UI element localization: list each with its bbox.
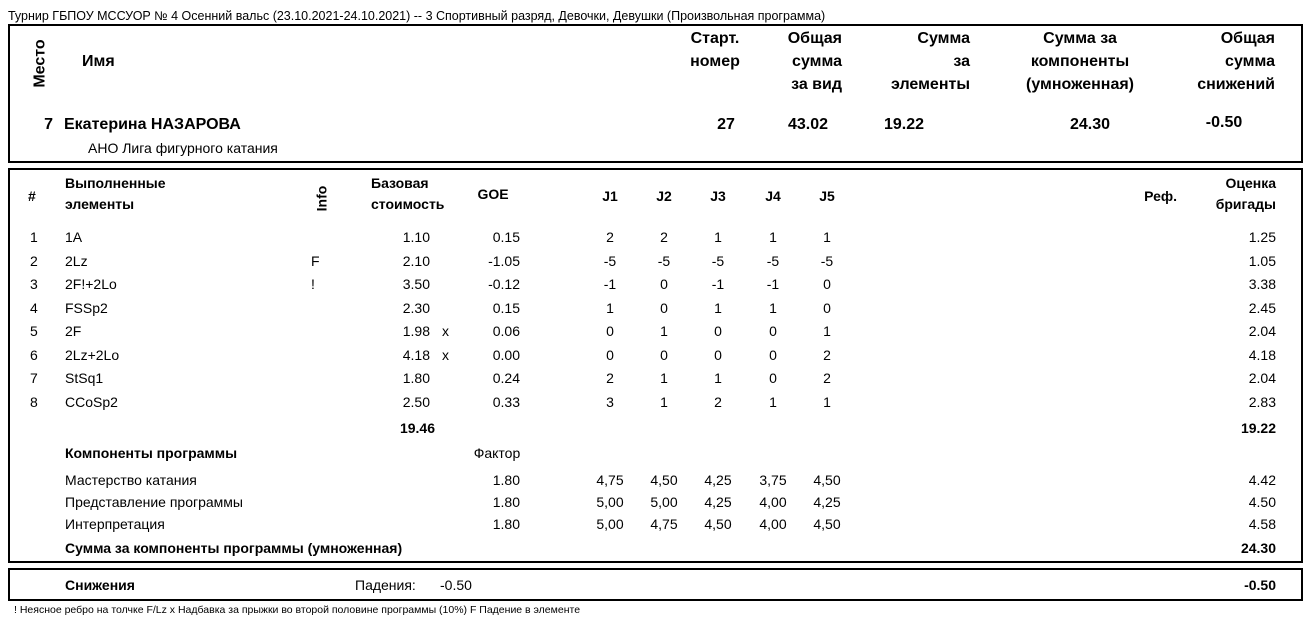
element-j5: 1 <box>823 323 831 339</box>
panel-score-header: Оценка бригады <box>1215 175 1276 212</box>
skater-elements-score: 19.22 <box>883 116 925 133</box>
element-number: 8 <box>30 393 38 410</box>
element-base-value: 4.18 <box>402 346 430 363</box>
element-j2: 1 <box>660 393 668 410</box>
component-j5: 4,25 <box>813 494 841 510</box>
element-j1: 2 <box>606 229 614 245</box>
element-panel-score: 3.38 <box>1248 276 1276 292</box>
element-j1: 0 <box>606 323 614 339</box>
element-code: 2F <box>65 323 82 339</box>
elements-total-base: 19.46 <box>399 420 435 436</box>
element-base-value: 3.50 <box>402 276 430 292</box>
element-code: 2Lz+2Lo <box>65 346 120 363</box>
element-j2: -5 <box>657 252 671 269</box>
element-number: 1 <box>30 229 38 245</box>
element-number: 5 <box>30 323 38 339</box>
element-j5: 1 <box>823 229 831 245</box>
element-j5: -5 <box>820 252 834 269</box>
element-base-value: 2.30 <box>402 299 430 316</box>
element-code: FSSp2 <box>65 299 108 316</box>
component-j3: 4,25 <box>704 494 732 510</box>
element-j3: 1 <box>714 370 722 386</box>
element-j1: 0 <box>606 346 614 363</box>
element-j3: 0 <box>714 323 722 339</box>
element-j1: 1 <box>606 299 614 316</box>
goe-header: GOE <box>477 186 509 202</box>
component-j3: 4,50 <box>704 516 732 532</box>
j4-header: J4 <box>765 188 781 204</box>
element-number: 6 <box>30 346 38 363</box>
element-panel-score: 1.25 <box>1248 229 1276 245</box>
falls-label: Падения: <box>355 577 416 593</box>
component-j4: 4,00 <box>759 494 787 510</box>
element-goe: -1.05 <box>488 252 520 269</box>
component-j1: 5,00 <box>596 494 624 510</box>
element-number: 3 <box>30 276 38 292</box>
factor-header: Фактор <box>473 445 521 461</box>
skater-club: АНО Лига фигурного катания <box>88 140 278 156</box>
components-total-score: 24.30 <box>1240 540 1276 556</box>
element-panel-score: 2.04 <box>1248 323 1276 339</box>
element-bonus-mark: x <box>442 323 449 339</box>
component-factor: 1.80 <box>492 494 520 510</box>
deductions-box <box>8 568 1303 601</box>
element-panel-score: 2.04 <box>1248 370 1276 386</box>
info-header: Info <box>313 185 330 212</box>
element-j1: 2 <box>606 370 614 386</box>
component-j1: 4,75 <box>596 472 624 488</box>
element-panel-score: 2.83 <box>1248 393 1276 410</box>
element-j3: -1 <box>711 276 725 292</box>
deductions-total: -0.50 <box>1244 577 1276 593</box>
element-goe: 0.00 <box>492 346 520 363</box>
element-j4: 1 <box>769 299 777 316</box>
element-j3: -5 <box>711 252 725 269</box>
element-j5: 1 <box>823 393 831 410</box>
element-goe: -0.12 <box>488 276 520 292</box>
element-j4: 1 <box>769 229 777 245</box>
element-goe: 0.24 <box>492 370 520 386</box>
element-code: CCoSp2 <box>65 393 118 410</box>
element-panel-score: 4.18 <box>1248 346 1276 363</box>
components-header: Компоненты программы <box>65 445 238 461</box>
element-j2: 1 <box>660 370 668 386</box>
element-j4: 0 <box>769 323 777 339</box>
element-code: StSq1 <box>65 370 104 386</box>
element-j4: 1 <box>769 393 777 410</box>
place-header: Место <box>31 39 49 88</box>
element-goe: 0.06 <box>492 323 520 339</box>
element-base-value: 1.10 <box>402 229 430 245</box>
j1-header: J1 <box>602 188 618 204</box>
skater-start-number: 27 <box>717 116 735 133</box>
skater-deductions: -0.50 <box>1205 114 1243 131</box>
element-number: 7 <box>30 370 38 386</box>
element-j1: 3 <box>606 393 614 410</box>
page-title: Турнир ГБПОУ МССУОР № 4 Осенний вальс (23.10.2021-24.10.2021) -- 3 Спортивный разряд, Девочки, Девушки (Произвольная программа) <box>8 9 826 23</box>
element-j4: -5 <box>766 252 780 269</box>
skater-total-score: 43.02 <box>787 116 828 133</box>
element-j3: 0 <box>714 346 722 363</box>
element-code: 1A <box>65 229 83 245</box>
component-factor: 1.80 <box>492 472 520 488</box>
element-goe: 0.15 <box>492 229 520 245</box>
element-j5: 2 <box>823 346 831 363</box>
element-j2: 1 <box>660 323 668 339</box>
element-j3: 1 <box>714 299 722 316</box>
components-sum-header: Сумма за компоненты (умноженная) <box>1026 30 1134 93</box>
component-panel-score: 4.50 <box>1248 494 1276 510</box>
element-base-value: 2.10 <box>402 252 430 269</box>
elements-header: Выполненные элементы <box>65 175 166 212</box>
j3-header: J3 <box>710 188 726 204</box>
component-factor: 1.80 <box>492 516 520 532</box>
component-j4: 3,75 <box>759 472 787 488</box>
elements-total-score: 19.22 <box>1240 420 1276 436</box>
element-base-value: 1.80 <box>402 370 430 386</box>
skater-rank: 7 <box>44 116 53 133</box>
component-j5: 4,50 <box>813 472 841 488</box>
element-j2: 2 <box>660 229 668 245</box>
component-j3: 4,25 <box>704 472 732 488</box>
element-j2: 0 <box>660 276 668 292</box>
component-j2: 5,00 <box>650 494 678 510</box>
element-code: 2Lz <box>65 252 88 269</box>
element-base-value: 2.50 <box>402 393 430 410</box>
element-j1: -5 <box>603 252 617 269</box>
element-info: ! <box>311 276 315 292</box>
j2-header: J2 <box>656 188 672 204</box>
deductions-sum-header: Общая сумма снижений <box>1197 30 1275 93</box>
falls-value: -0.50 <box>440 577 472 593</box>
skater-components-score: 24.30 <box>1069 116 1111 133</box>
element-j2: 0 <box>660 299 668 316</box>
j5-header: J5 <box>819 188 835 204</box>
element-j4: -1 <box>766 276 780 292</box>
element-j5: 0 <box>823 276 831 292</box>
element-j2: 0 <box>660 346 668 363</box>
component-name: Интерпретация <box>65 516 165 532</box>
element-j4: 0 <box>769 370 777 386</box>
component-j1: 5,00 <box>596 516 624 532</box>
deductions-label: Снижения <box>65 577 135 593</box>
element-bonus-mark: x <box>442 346 449 363</box>
name-header: Имя <box>82 53 115 70</box>
component-name: Мастерство катания <box>65 472 197 488</box>
total-score-header: Общая сумма за вид <box>787 30 842 93</box>
element-j3: 2 <box>714 393 722 410</box>
element-number: 2 <box>30 252 38 269</box>
element-j3: 1 <box>714 229 722 245</box>
component-panel-score: 4.58 <box>1248 516 1276 532</box>
component-j5: 4,50 <box>813 516 841 532</box>
component-panel-score: 4.42 <box>1248 472 1276 488</box>
elements-sum-header: Сумма за элементы <box>891 30 970 93</box>
start-number-header: Старт. номер <box>690 30 740 70</box>
element-j5: 0 <box>823 299 831 316</box>
element-j5: 2 <box>823 370 831 386</box>
element-base-value: 1.98 <box>402 323 430 339</box>
component-j4: 4,00 <box>759 516 787 532</box>
element-panel-score: 1.05 <box>1248 252 1276 269</box>
element-info: F <box>311 252 320 269</box>
element-j1: -1 <box>603 276 617 292</box>
element-number: 4 <box>30 299 38 316</box>
referee-header: Реф. <box>1144 188 1177 204</box>
component-name: Представление программы <box>65 494 243 510</box>
element-panel-score: 2.45 <box>1248 299 1276 316</box>
element-code: 2F!+2Lo <box>65 276 117 292</box>
component-j2: 4,50 <box>650 472 678 488</box>
num-header: # <box>28 188 36 204</box>
component-j2: 4,75 <box>650 516 678 532</box>
element-goe: 0.33 <box>492 393 520 410</box>
footnote: ! Неясное ребро на толчке F/Lz x Надбавка за прыжки во второй половине программы (10%) F Падение в элементе <box>14 604 581 616</box>
element-goe: 0.15 <box>492 299 520 316</box>
components-total-label: Сумма за компоненты программы (умноженная) <box>65 540 403 556</box>
element-j4: 0 <box>769 346 777 363</box>
base-value-header: Базовая стоимость <box>371 175 445 212</box>
skater-name: Екатерина НАЗАРОВА <box>64 116 241 133</box>
